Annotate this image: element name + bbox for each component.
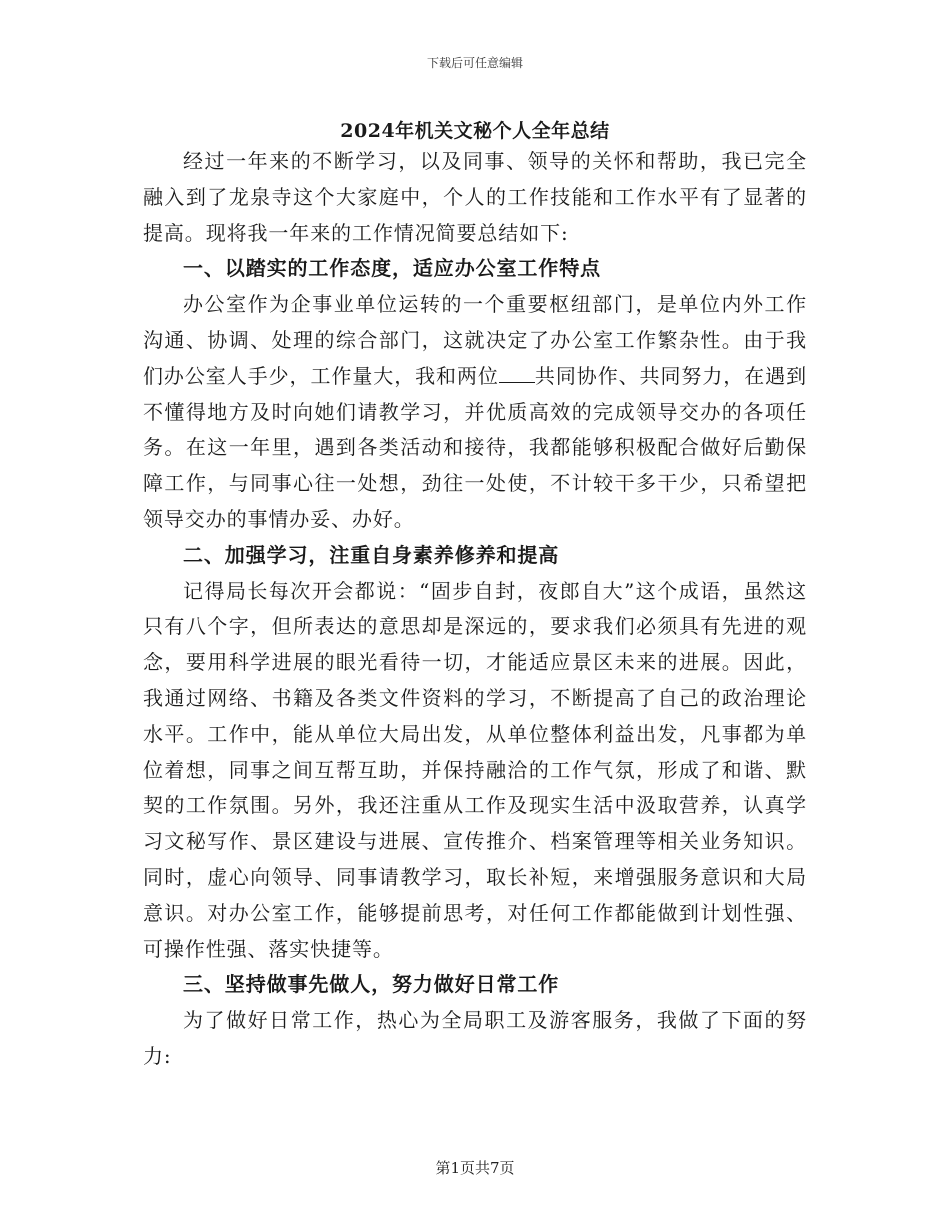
section-1-text-part-1: 办公室作为企事业单位运转的一个重要枢纽部门，是单位内外工作沟通、协调、处理的综合部门，这就决定了办公室工作繁杂性。由于我们办公室人手少，工作量大，我和两位 <box>143 292 807 388</box>
section-3-heading: 三、坚持做事先做人，努力做好日常工作 <box>183 972 560 997</box>
header-note: 下载后可任意编辑 <box>426 56 523 70</box>
section-1-paragraph <box>143 287 807 538</box>
section-2-paragraph: 记得局长每次开会都说：“固步自封，夜郎自大”这个成语，虽然这只有八个字，但所表达的意思却是深远的，要求我们必须具有先进的观念，要用科学进展的眼光看待一切，才能适应景区未来的进展。因此，我通过网络、书籍及各类文件资料的学习，不断提高了自己的政治理论水平。工作中，能从单位大局出发，从单位整体利益出发，凡事都为单位着想，同事之间互帮互助，并保持融洽的工作气氛，形成了和谐、默契的工作氛围。另外，我还注重从工作及现实生活中汲取营养，认真学习文秘写作、景区建设与进展、宣传推介、档案管理等相关业务知识。同时，虚心向领导、同事请教学习，取长补短，来增强服务意识和大局意识。对办公室工作，能够提前思考，对任何工作都能做到计划性强、可操作性强、落实快捷等。 <box>143 578 807 961</box>
document-title: 2024年机关文秘个人全年总结 <box>340 120 610 142</box>
section-1-text-part-2: 共同协作、共同努力，在遇到不懂得地方及时向她们请教学习，并优质高效的完成领导交办的各项任务。在这一年里，遇到各类活动和接待，我都能够积极配合做好后勤保障工作，与同事心往一处想，劲往一处使，不计较干多干少，只希望把领导交办的事情办妥、办好。 <box>143 363 807 531</box>
section-2-heading: 二、加强学习，注重自身素养修养和提高 <box>183 542 560 567</box>
fill-in-blank <box>499 381 535 383</box>
intro-paragraph: 经过一年来的不断学习，以及同事、领导的关怀和帮助，我已完全融入到了龙泉寺这个大家庭中，个人的工作技能和工作水平有了显著的提高。现将我一年来的工作情况简要总结如下: <box>143 149 807 245</box>
section-3-paragraph: 为了做好日常工作，热心为全局职工及游客服务，我做了下面的努力: <box>143 1008 807 1068</box>
document-body <box>143 144 807 1075</box>
page-number-footer: 第1页共7页 <box>435 1159 515 1177</box>
section-1-heading: 一、以踏实的工作态度，适应办公室工作特点 <box>183 256 601 281</box>
